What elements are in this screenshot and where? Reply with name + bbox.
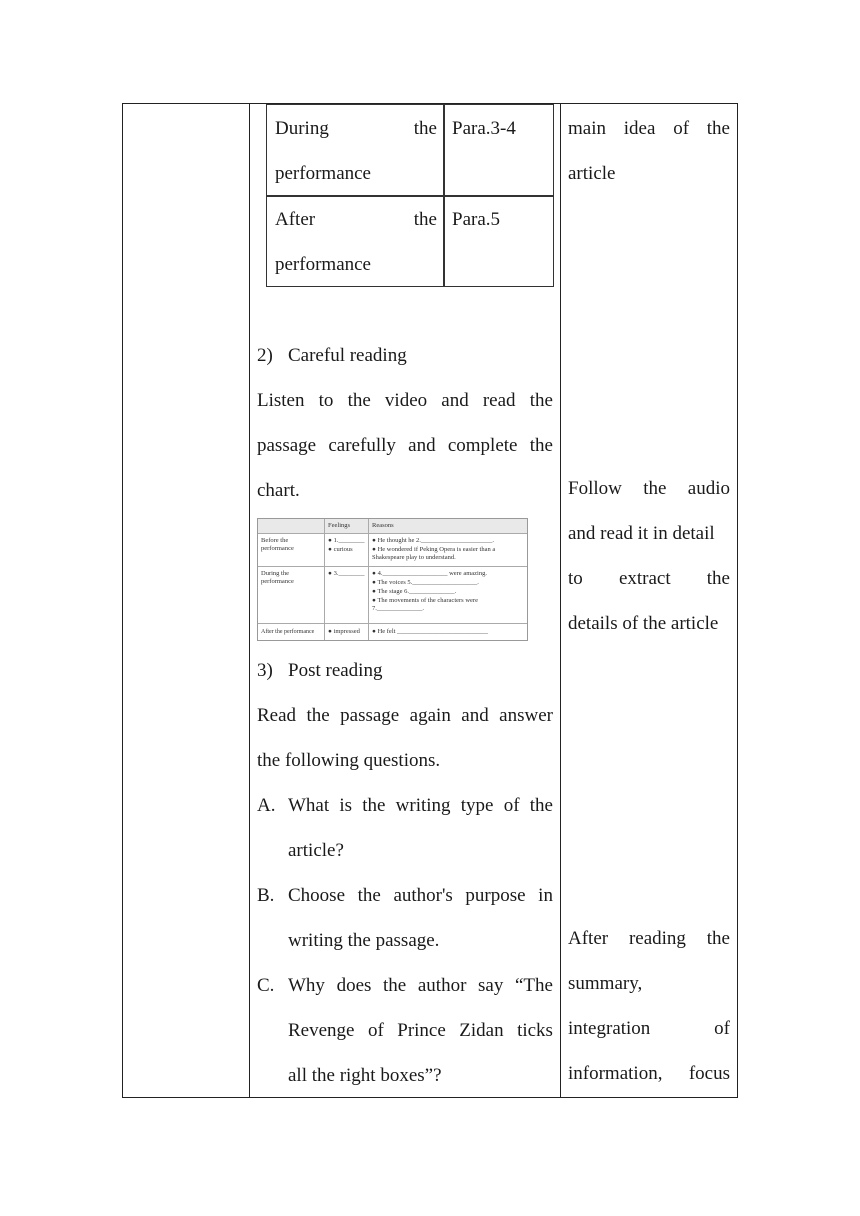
chart-gridline (258, 566, 527, 567)
word: say (478, 975, 504, 996)
chart-reason-text: The voices 5.____________________. (377, 579, 479, 586)
purpose-mid-line4: details of the article (568, 613, 719, 634)
word: main (568, 118, 606, 139)
chart-feeling-text: 3.________ (333, 570, 365, 577)
careful-reading-line2 (257, 423, 553, 468)
chart-header-reasons: Reasons (372, 522, 394, 529)
word: focus (688, 1063, 730, 1084)
stage-during-line1 (275, 106, 437, 151)
word: “The (514, 975, 553, 996)
careful-reading-number: 2) (257, 345, 273, 366)
purpose-bottom-line3 (568, 1006, 730, 1051)
chart-feeling: ● curious (328, 546, 353, 553)
chart-reason-text: He wondered if Peking Opera is easier than a Shakespeare play to understand. (372, 546, 496, 561)
question-c-line1 (288, 963, 553, 1008)
word: the (306, 705, 330, 726)
word: read (482, 390, 516, 411)
word: integration (568, 1018, 651, 1039)
chart-feeling: ● 1.________ (328, 537, 365, 544)
word: Prince (397, 1020, 446, 1041)
post-reading-line1 (257, 693, 553, 738)
purpose-mid-line2: and read it in detail (568, 523, 715, 544)
word: writing (395, 795, 451, 816)
purpose-top-line1 (568, 106, 730, 151)
word: of (714, 1018, 730, 1039)
question-c-line3: all the right boxes”? (288, 1065, 442, 1086)
word: purpose (465, 885, 526, 906)
question-b-line1 (288, 873, 553, 918)
word: of (367, 1020, 384, 1041)
chart-reason: ● The stage 6.______________. (372, 588, 457, 595)
post-reading-number: 3) (257, 660, 273, 681)
word: type (460, 795, 494, 816)
purpose-bottom-line4 (568, 1051, 730, 1096)
stage-after-line1 (275, 197, 437, 242)
word: and (461, 705, 489, 726)
chart-reason: ● The voices 5.____________________. (372, 579, 479, 586)
question-a-line1 (288, 783, 553, 828)
word: again (409, 705, 451, 726)
word: Why (288, 975, 325, 996)
word: ticks (517, 1020, 553, 1041)
word: extract (618, 568, 671, 589)
question-b-line2: writing the passage. (288, 930, 440, 951)
chart-feeling-text: impressed (333, 628, 360, 635)
stage-after-line2: performance (275, 254, 371, 275)
table-border-col2 (560, 103, 561, 1098)
question-c-letter: C. (257, 975, 275, 996)
para-during: Para.3-4 (452, 118, 516, 139)
word: carefully (328, 435, 396, 456)
purpose-mid-line1 (568, 466, 730, 511)
purpose-bottom-line2: summary, (568, 973, 643, 994)
chart-reason: ● He felt ____________________________ (372, 628, 489, 635)
word: the (383, 975, 407, 996)
word: the (413, 209, 437, 230)
word: video (384, 390, 428, 411)
word: Zidan (459, 1020, 504, 1041)
chart-feeling-text: 1.________ (333, 537, 365, 544)
word: audio (687, 478, 730, 499)
stage-during-line2: performance (275, 163, 371, 184)
word: the (413, 118, 437, 139)
para-after: Para.5 (452, 209, 501, 230)
word: idea (623, 118, 656, 139)
word: of (503, 795, 520, 816)
word: passage (257, 435, 317, 456)
word: to (318, 390, 334, 411)
worksheet-chart-image (257, 518, 528, 641)
question-a-letter: A. (257, 795, 276, 816)
question-a-line2: article? (288, 840, 344, 861)
word: After (568, 928, 609, 949)
word: the (529, 390, 553, 411)
word: of (673, 118, 690, 139)
word: Listen (257, 390, 305, 411)
word: Revenge (288, 1020, 355, 1041)
careful-reading-heading: Careful reading (288, 345, 407, 366)
chart-reason: ● 4.____________________ were amazing. (372, 570, 487, 577)
word: and (408, 435, 436, 456)
word: What (288, 795, 330, 816)
purpose-mid-line3 (568, 556, 730, 601)
word: author's (393, 885, 453, 906)
word: the (706, 928, 730, 949)
chart-reason-text: The stage 6.______________. (377, 588, 457, 595)
chart-reason-text: He thought he 2.______________________. (377, 537, 495, 544)
word: After (275, 209, 316, 230)
chart-stage-before: Before the performance (261, 537, 294, 552)
post-reading-line2: the following questions. (257, 750, 441, 771)
word: and (441, 390, 469, 411)
word: the (529, 435, 553, 456)
chart-reason: ● He thought he 2.______________________. (372, 537, 495, 544)
word: complete (447, 435, 518, 456)
word: the (706, 118, 730, 139)
word: the (529, 795, 553, 816)
chart-reason-text: 4.____________________ were amazing. (377, 570, 487, 577)
chart-reason-text: He felt ____________________________ (377, 628, 489, 635)
word: the (643, 478, 667, 499)
word: author (417, 975, 467, 996)
word: the (357, 885, 381, 906)
word: the (347, 390, 371, 411)
question-c-line2 (288, 1008, 553, 1053)
word: is (339, 795, 353, 816)
word: During (275, 118, 329, 139)
word: Read (257, 705, 297, 726)
chart-feeling-text: curious (333, 546, 353, 553)
purpose-top-line2: article (568, 163, 616, 184)
word: reading (628, 928, 686, 949)
chart-stage-after: After the performance (261, 629, 315, 635)
word: to (568, 568, 583, 589)
chart-gridline (324, 519, 325, 640)
chart-gridline (368, 519, 369, 640)
word: Follow (568, 478, 622, 499)
chart-reason: ● He wondered if Peking Opera is easier than a Shakespeare play to understand. (372, 546, 496, 561)
chart-feeling: ● impressed (328, 628, 360, 635)
word: passage (340, 705, 400, 726)
question-b-letter: B. (257, 885, 275, 906)
purpose-bottom-line1 (568, 916, 730, 961)
word: does (336, 975, 372, 996)
chart-gridline (258, 533, 527, 534)
chart-feeling: ● 3.________ (328, 570, 365, 577)
word: answer (499, 705, 553, 726)
word: information, (568, 1063, 663, 1084)
table-border-left (122, 103, 123, 1098)
chart-reason-text: The movements of the characters were 7.______________. (372, 597, 478, 612)
word: Choose (288, 885, 345, 906)
word: the (362, 795, 386, 816)
chart-stage-during: During the performance (261, 570, 294, 585)
careful-reading-line3: chart. (257, 480, 300, 501)
word: in (538, 885, 553, 906)
table-border-right (737, 103, 738, 1098)
word: the (706, 568, 730, 589)
post-reading-heading: Post reading (288, 660, 383, 681)
chart-gridline (258, 623, 527, 624)
table-border-col1 (249, 103, 250, 1098)
chart-header-feelings: Feelings (328, 522, 351, 529)
careful-reading-line1 (257, 378, 553, 423)
chart-reason: ● The movements of the characters were 7.______________. (372, 597, 478, 612)
